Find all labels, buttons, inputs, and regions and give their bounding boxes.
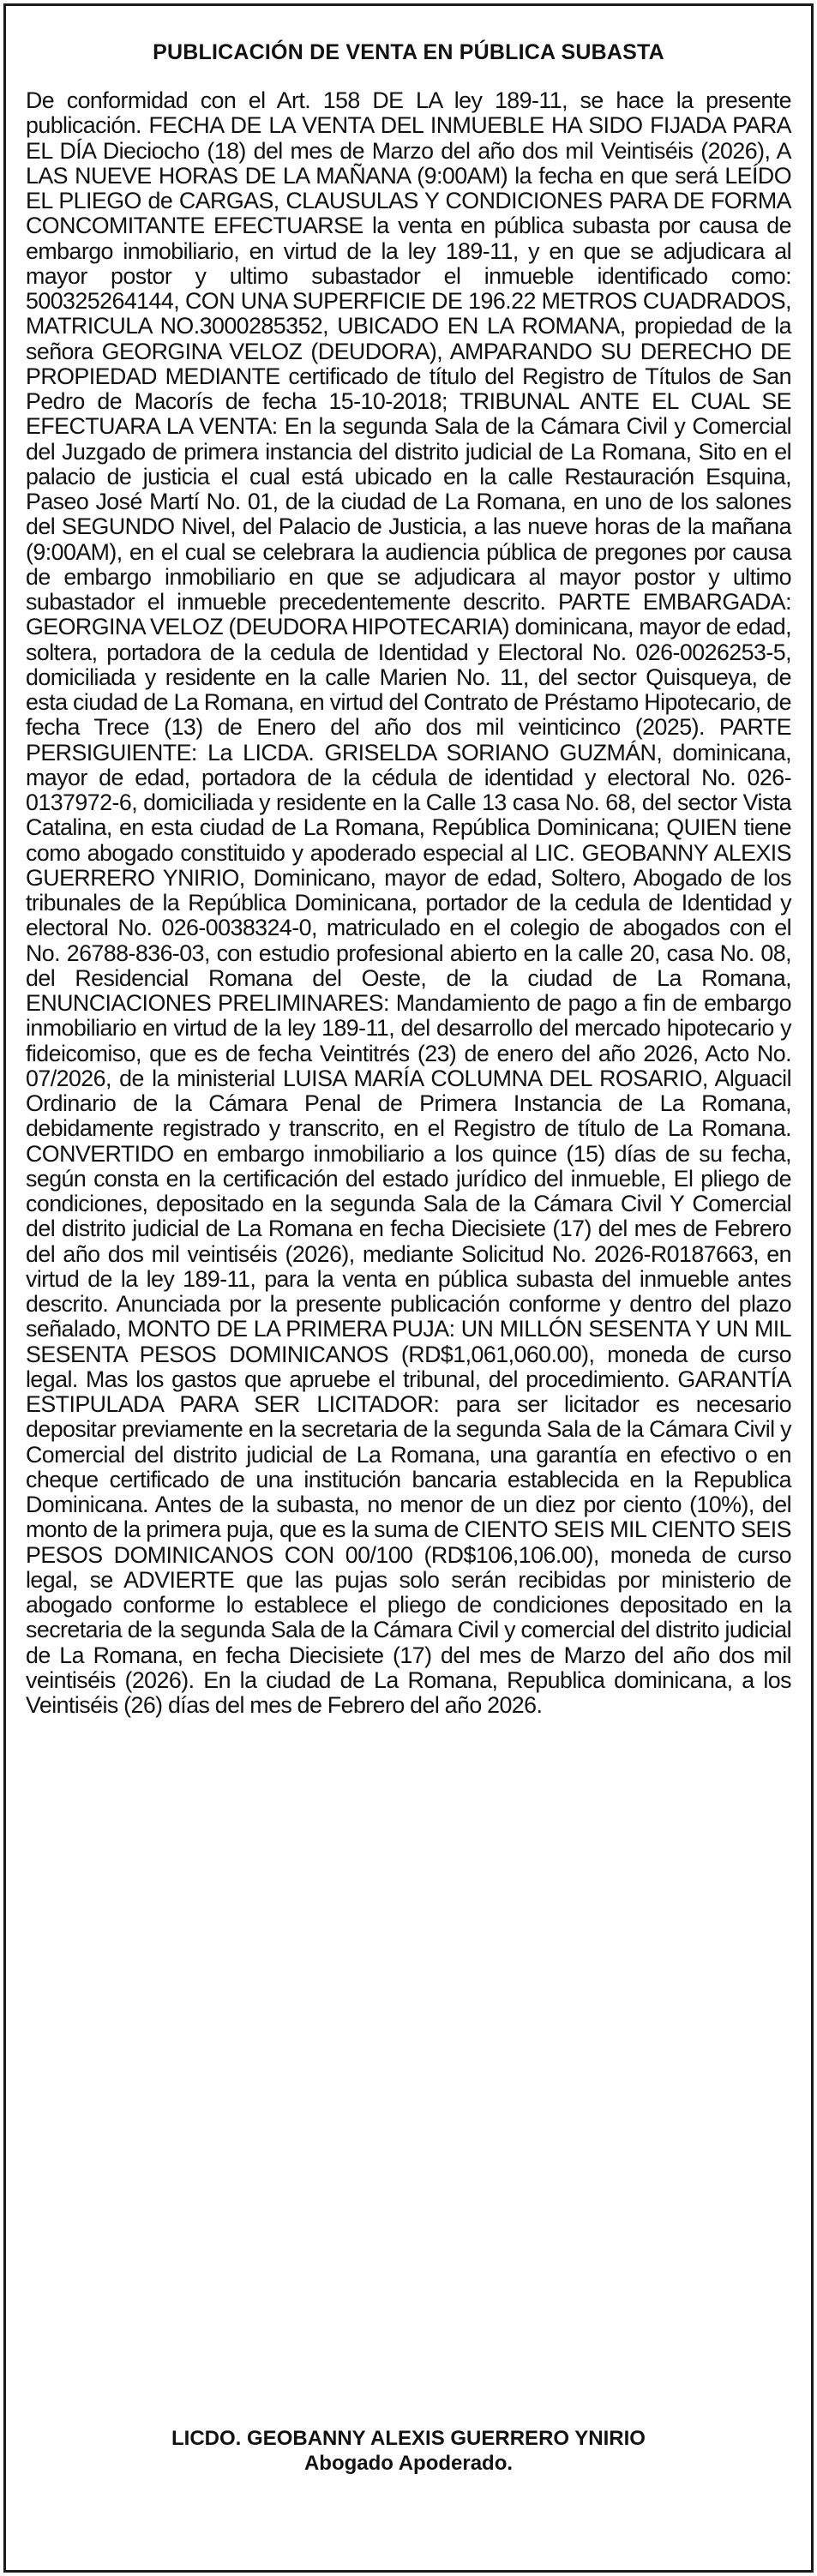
notice-body — [26, 88, 791, 1718]
notice-body-paragraph: De conformidad con el Art. 158 DE LA ley 189-11, se hace la presente publicación. FECHA DE LA VENTA DEL INMUEBLE HA SIDO FIJADA PARA EL DÍA Dieciocho (18) del mes de Marzo del año dos mil Veintiséis (2026), A LAS NUEVE HORAS DE LA MAÑANA (9:00AM) la fecha en que será LEÍDO EL PLIEGO de CARGAS, CLAUSULAS Y CONDICIONES PARA DE FORMA CONCOMITANTE EFECTUARSE la venta en pública subasta por causa de embargo inmobiliario, en virtud de la ley 189-11, y en que se adjudicara al mayor postor y ultimo subastador el inmueble identificado como: 500325264144, CON UNA SUPERFICIE DE 196.22 METROS CUADRADOS, MATRICULA NO.3000285352, UBICADO EN LA ROMANA, propiedad de la señora GEORGINA VELOZ (DEUDORA), AMPARANDO SU DERECHO DE PROPIEDAD MEDIANTE certificado de título del Registro de Títulos de San Pedro de Macorís de fecha 15-10-2018; TRIBUNAL ANTE EL CUAL SE EFECTUARA LA VENTA: En la segunda Sala de la Cámara Civil y Comercial del Juzgado de primera instancia del distrito judicial de La Romana, Sito en el palacio de justicia el cual está ubicado en la calle Restauración Esquina, Paseo José Martí No. 01, de la ciudad de La Romana, en uno de los salones del SEGUNDO Nivel, del Palacio de Justicia, a las nueve horas de la mañana (9:00AM), en el cual se celebrara la audiencia pública de pregones por causa de embargo inmobiliario en que se adjudicara al mayor postor y ultimo subastador el inmueble precedentemente descrito. PARTE EMBARGADA: GEORGINA VELOZ (DEUDORA HIPOTECARIA) dominicana, mayor de edad, soltera, portadora de la cedula de Identidad y Electoral No. 026-0026253-5, domiciliada y residente en la calle Marien No. 11, del sector Quisqueya, de esta ciudad de La Romana, en virtud del Contrato de Préstamo Hipotecario, de fecha Trece (13) de Enero del año dos mil veinticinco (2025). PARTE PERSIGUIENTE: La LICDA. GRISELDA SORIANO GUZMÁN, dominicana, mayor de edad, portadora de la cédula de identidad y electoral No. 026-0137972-6, domiciliada y residente en la Calle 13 casa No. 68, del sector Vista Catalina, en esta ciudad de La Romana, República Dominicana; QUIEN tiene como abogado constituido y apoderado especial al LIC. GEOBANNY ALEXIS GUERRERO YNIRIO, Dominicano, mayor de edad, Soltero, Abogado de los tribunales de la República Dominicana, portador de la cedula de Identidad y electoral No. 026-0038324-0, matriculado en el colegio de abogados con el No. 26788-836-03, con estudio profesional abierto en la calle 20, casa No. 08, del Residencial Romana del Oeste, de la ciudad de La Romana, ENUNCIACIONES PRELIMINARES: Mandamiento de pago a fin de embargo inmobiliario en virtud de la ley 189-11, del desarrollo del mercado hipotecario y fideicomiso, que es de fecha Veintitrés (23) de enero del año 2026, Acto No. 07/2026, de la ministerial LUISA MARÍA COLUMNA DEL ROSARIO, Alguacil Ordinario de la Cámara Penal de Primera Instancia de La Romana, debidamente registrado y transcrito, en el Registro de título de La Romana. CONVERTIDO en embargo inmobiliario a los quince (15) días de su fecha, según consta en la certificación del estado jurídico del inmueble, El pliego de condiciones, depositado en la segunda Sala de la Cámara Civil Y Comercial del distrito judicial de La Romana en fecha Diecisiete (17) del mes de Febrero del año dos mil veintiséis (2026), mediante Solicitud No. 2026-R0187663, en virtud de la ley 189-11, para la venta en pública subasta del inmueble antes descrito. Anunciada por la presente publicación conforme y dentro del plazo señalado, MONTO DE LA PRIMERA PUJA: UN MILLÓN SESENTA Y UN MIL SESENTA PESOS DOMINICANOS (RD$1,061,060.00), moneda de curso legal. Mas los gastos que apruebe el tribunal, del procedimiento. GARANTÍA ESTIPULADA PARA SER LICITADOR: para ser licitador es necesario depositar previamente en la secretaria de la segunda Sala de la Cámara Civil y Comercial del distrito judicial de La Romana, una garantía en efectivo o en cheque certificado de una institución bancaria establecida en la Republica Dominicana. Antes de la subasta, no menor de un diez por ciento (10%), del monto de la primera puja, que es la suma de CIENTO SEIS MIL CIENTO SEIS PESOS DOMINICANOS CON 00/100 (RD$106,106.00), moneda de curso legal, se ADVIERTE que las pujas solo serán recibidas por ministerio de abogado conforme lo establece el pliego de condiciones depositado en la secretaria de la segunda Sala de la Cámara Civil y comercial del distrito judicial de La Romana, en fecha Diecisiete (17) del mes de Marzo del año dos mil veintiséis (2026). En la ciudad de La Romana, Republica dominicana, a los Veintiséis (26) días del mes de Febrero del año 2026. — [26, 87, 791, 1718]
signatory-name: LICDO. GEOBANNY ALEXIS GUERRERO YNIRIO — [171, 2427, 646, 2450]
notice-title: PUBLICACIÓN DE VENTA EN PÚBLICA SUBASTA — [153, 40, 664, 64]
signatory-role: Abogado Apoderado. — [303, 2452, 514, 2475]
